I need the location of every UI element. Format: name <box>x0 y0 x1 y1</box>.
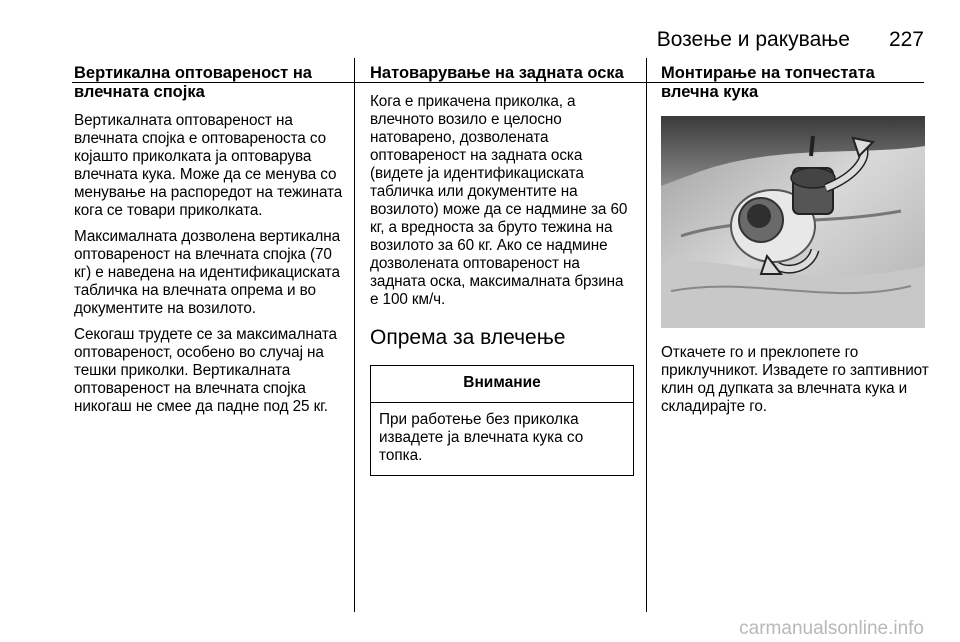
page-header <box>0 28 960 58</box>
running-title: Возење и ракување <box>656 28 850 51</box>
column-2 <box>370 64 634 476</box>
paragraph: Секогаш трудете се за максималната оптовареност, особено во случај на тешки приколки. Вертикалната оптовареност на влечната спојка никогаш не смее да падне под 25 кг. <box>74 326 337 415</box>
section-heading-vertical-load: Вертикална оптовареност на влечната спојка <box>74 64 312 101</box>
warning-box <box>370 365 634 476</box>
paragraph: Максималната дозволена вертикална оптовареност на влечната спојка (70 кг) е наведена на идентификациската табличка на влечната опрема и во документите на возилото. <box>74 228 340 317</box>
paragraph: Кога е прикачена приколка, а влечното возило е целосно натоварено, дозволената оптовареност на задната оска (видете ја идентификациската табличка или документите на возилото) може да се надмине за 60 кг, а вредноста за бруто тежина на возилото за 60 кг. Ако се надмине дозволената оптовареност на задната оска, максималната брзина е 100 км/ч. <box>370 93 628 308</box>
watermark: carmanualsonline.info <box>739 618 924 639</box>
page-number: 227 <box>888 28 924 51</box>
column-3 <box>661 64 929 424</box>
section-heading-rear-axle: Натоварување на задната оска <box>370 64 624 82</box>
column-divider-2 <box>646 58 647 612</box>
section-heading-mounting: Монтирање на топчестата влечна кука <box>661 64 875 101</box>
column-divider-1 <box>354 58 355 612</box>
section-title-towing-equipment: Опрема за влечење <box>370 326 566 349</box>
column-1 <box>74 64 344 424</box>
warning-title: Внимание <box>371 366 633 403</box>
figure-caption: Откачете го и преклопете го приклучникот. Извадете го заптивниот клин од дупката за влечната кука и складирајте го. <box>661 344 929 415</box>
paragraph: Вертикалната оптовареност на влечната спојка е оптовареноста со којашто приколката ја оптоварува влечната кука. Може да се менува со менување на распоредот на тежината кога се товари приколката. <box>74 112 343 219</box>
tow-hook-socket-illustration <box>661 116 925 328</box>
warning-text: При работење без приколка извадете ја влечната кука со топка. <box>379 411 584 464</box>
